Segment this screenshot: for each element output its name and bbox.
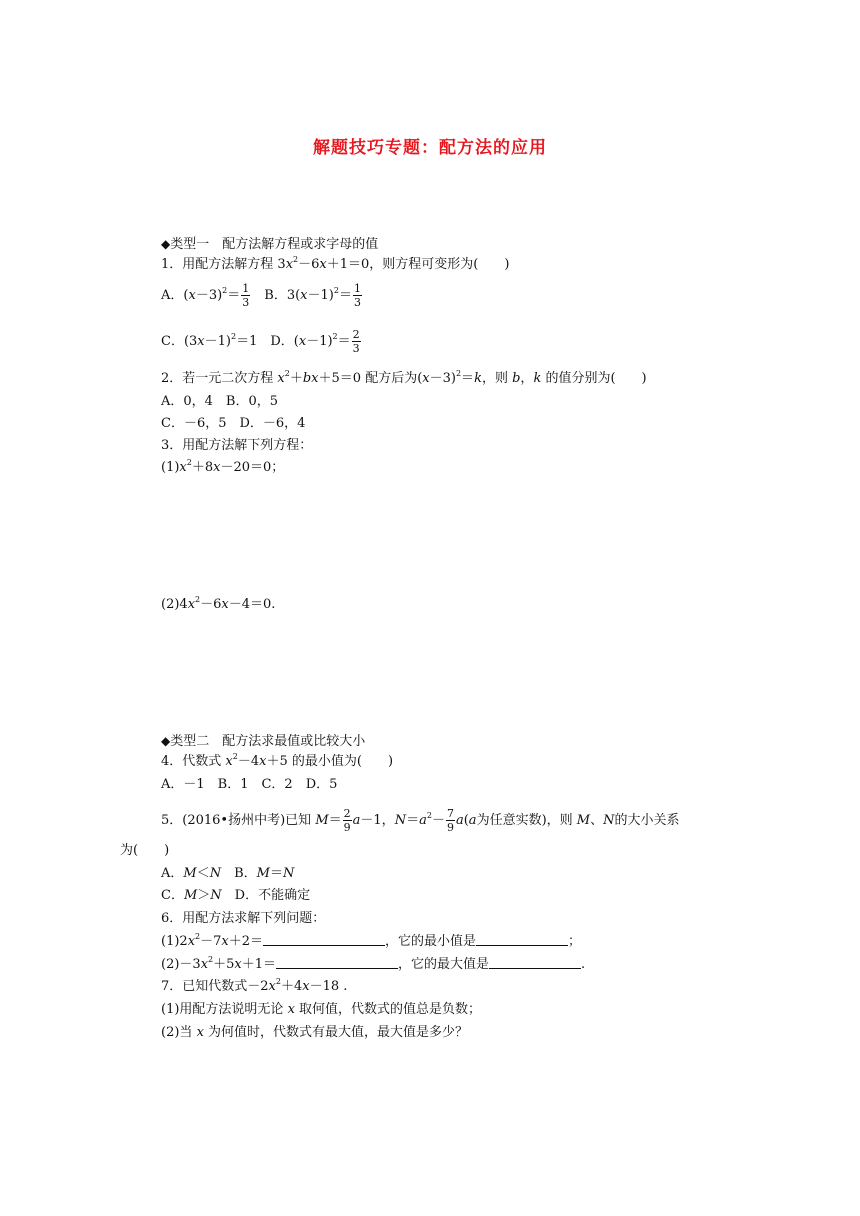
fraction-two-thirds: $\frac{2}{3}$	[352, 328, 360, 355]
question-7-part-1: (1)用配方法说明无论 x 取何值，代数式的值总是负数；	[161, 1002, 482, 1017]
question-3-part-2: $(2)4x^2-6x-4=0$.	[161, 595, 276, 612]
question-1-options-ab: A．$(x-3)^2=$ $\frac{1}{3}$ B．$3(x-1)^2=$ $\frac{1}{3}$	[161, 282, 361, 309]
question-3-stem: 3．用配方法解下列方程：	[161, 438, 313, 453]
question-5-options-ab: A．M＜N B．M＝N	[161, 866, 295, 881]
question-4-options: A．－1 B．1 C．2 D．5	[161, 777, 338, 792]
question-1-options-cd: C．$(3x-1)^2=1$ D．$(x-1)^2=$ $\frac{2}{3}$	[161, 328, 360, 355]
section-2-heading	[161, 733, 365, 750]
fraction-one-third: $\frac{1}{3}$	[353, 282, 361, 309]
question-6-part-2: $(2)-3x^2+5x+1=$ ，它的最大值是 .	[161, 955, 586, 972]
answer-blank[interactable]	[263, 933, 385, 946]
question-5-options-cd: C．M＞N D．不能确定	[161, 888, 311, 903]
fraction-seven-ninths: $\frac{7}{9}$	[446, 807, 454, 834]
answer-blank[interactable]	[476, 933, 568, 946]
question-4-stem: 4．代数式 $x^2-4x+5$ 的最小值为( )	[161, 752, 394, 769]
section-2-label: 类型二 配方法求最值或比较大小	[170, 734, 366, 749]
question-3-part-1: $(1)x^2+8x-20=0$；	[161, 458, 285, 475]
section-1-heading	[161, 236, 378, 253]
page-title: 解题技巧专题：配方法的应用	[313, 138, 547, 158]
question-6-part-1: $(1)2x^2-7x+2=$ ，它的最小值是 ；	[161, 932, 582, 949]
fraction-two-ninths: $\frac{2}{9}$	[343, 807, 351, 834]
diamond-bullet-icon: ◆	[161, 237, 171, 251]
question-7-stem: 7．已知代数式$-2x^2+4x-18$ .	[161, 977, 348, 994]
diamond-bullet-icon: ◆	[161, 734, 171, 748]
question-5-wrap: 为( )	[120, 843, 170, 858]
section-1-label: 类型一 配方法解方程或求字母的值	[170, 237, 379, 252]
question-2-stem: 2．若一元二次方程 $x^2+bx+5=0$ 配方后为$(x-3)^2=k$，则 b，k 的值分别为( )	[161, 369, 647, 386]
question-1-stem: 1．用配方法解方程 $3x^2-6x+1=0$，则方程可变形为( )	[161, 255, 510, 272]
fraction-one-third: $\frac{1}{3}$	[242, 282, 250, 309]
question-5-stem: 5．(2016•扬州中考)已知 M＝ $\frac{2}{9}$ a－1，$N=a^2-$ $\frac{7}{9}$ a(a为任意实数)，则 M、N的大小关系	[161, 807, 680, 834]
answer-blank[interactable]	[276, 956, 398, 969]
question-2-options-cd: C．－6，5 D．－6，4	[161, 416, 306, 431]
question-6-stem: 6．用配方法求解下列问题：	[161, 911, 326, 926]
question-2-options-ab: A．0，4 B．0，5	[161, 394, 279, 409]
question-7-part-2: (2)当 x 为何值时，代数式有最大值，最大值是多少？	[161, 1025, 469, 1040]
answer-blank[interactable]	[489, 956, 581, 969]
